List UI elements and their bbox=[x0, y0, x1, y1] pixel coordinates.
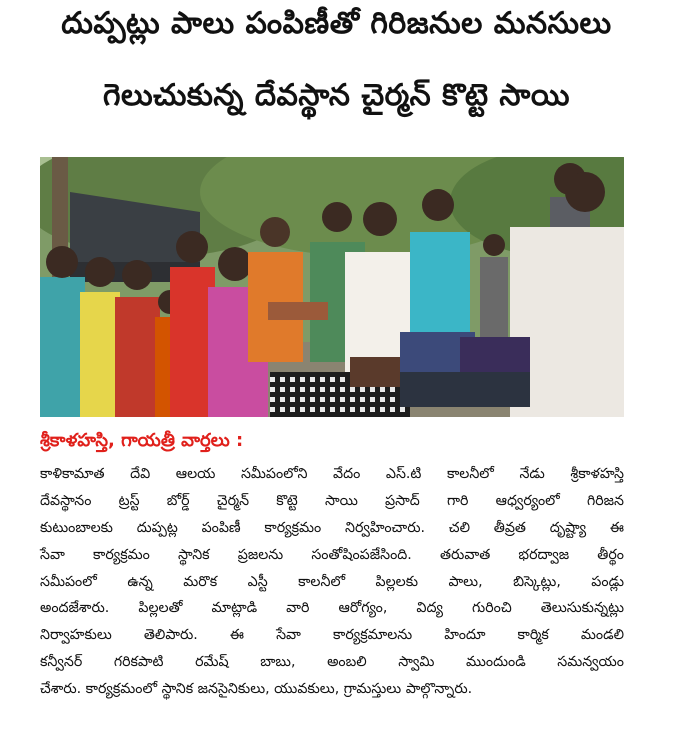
article-line: చేశారు. కార్యక్రమంలో స్థానిక జనసైనికులు, యువకులు, గ్రామస్తులు పాల్గొన్నారు. bbox=[40, 681, 473, 698]
article-line: అందజేశారు. పిల్లలతో మాట్లాడి వారి ఆరోగ్యం, విద్య గురించి తెలుసుకున్నట్లు bbox=[40, 600, 624, 617]
article-line: కన్వీనర్ గరికపాటి రమేష్ బాబు, అంబలి స్వామి ముందుండి సమన్వయం bbox=[40, 654, 624, 671]
article-line: కుటుంబాలకు దుప్పట్ల పంపిణీ కార్యక్రమం నిర్వహించారు. చలి తీవ్రత దృష్ట్యా ఈ bbox=[40, 519, 624, 536]
article-body bbox=[40, 461, 624, 703]
article-line: నిర్వాహకులు తెలిపారు. ఈ సేవా కార్యక్రమాలను హిందూ కార్మిక మండలి bbox=[40, 627, 624, 644]
article-line: దేవస్థానం ట్రస్ట్ బోర్డ్ చైర్మన్ కొట్టె సాయి ప్రసాద్ గారి ఆధ్వర్యంలో గిరిజన bbox=[40, 492, 624, 509]
article-line: సేవా కార్యక్రమం స్థానిక ప్రజలను సంతోషింపజేసింది. తరువాత భరద్వాజ తీర్థం bbox=[40, 546, 624, 563]
byline: శ్రీకాళహస్తి, గాయత్రీ వార్తలు : bbox=[40, 430, 244, 451]
headline-line-2: గెలుచుకున్న దేవస్థాన చైర్మన్ కొట్టె సాయి bbox=[103, 78, 570, 113]
article-line: కాళికామాత దేవి ఆలయ సమీపంలోని వేదం ఎస్.టి కాలనీలో నేడు శ్రీకాళహస్తి bbox=[40, 466, 624, 482]
news-photo bbox=[40, 157, 624, 417]
headline-line-1: దుప్పట్లు పాలు పంపిణీతో గిరిజనుల మనసులు bbox=[61, 6, 612, 41]
article-line: సమీపంలో ఉన్న మరొక ఎస్టీ కాలనీలో పిల్లలకు పాలు, బిస్కెట్లు, పండ్లు bbox=[40, 573, 624, 590]
